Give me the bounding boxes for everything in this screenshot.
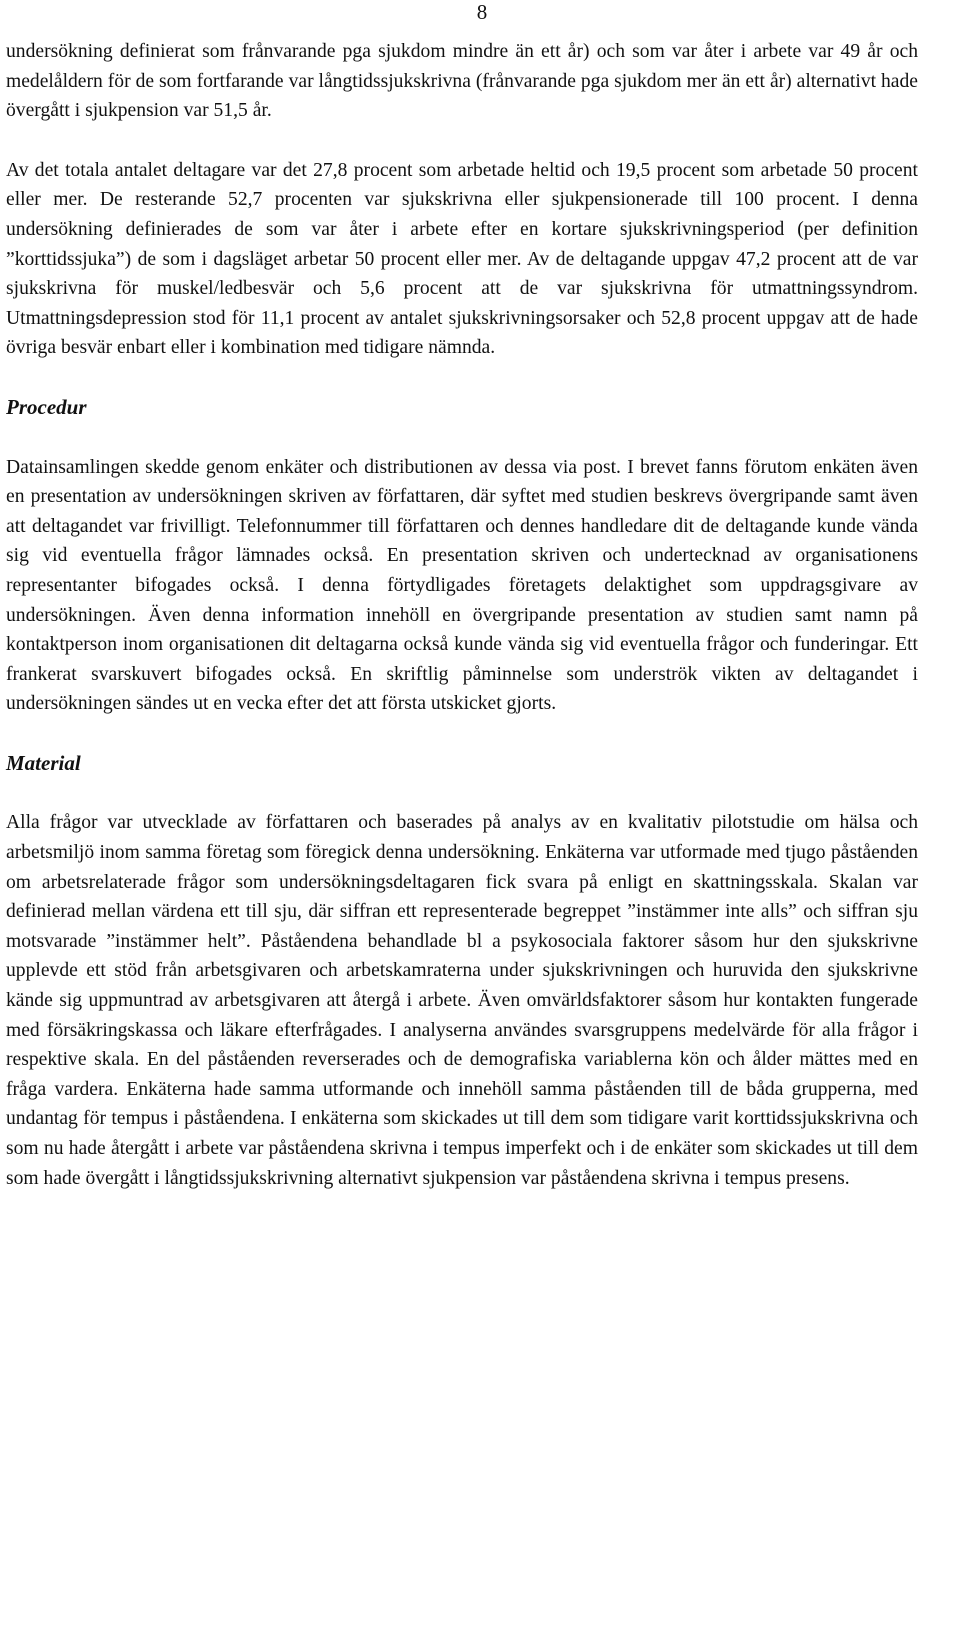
paragraph-material: Alla frågor var utvecklade av författaren och baserades på analys av en kvalitativ pilotstudie om hälsa och arbetsmiljö inom samma företag som föregick denna undersökning. Enkäterna var utformade med tjugo påståenden om arbetsrelaterade frågor som undersökningsdeltagaren fick svara på enligt en skattningsskala. Skalan var definierad mellan värdena ett till sju, där siffran ett representerade begreppet ”instämmer inte alls” och siffran sju motsvarade ”instämmer helt”. Påståendena behandlade bl a psykosociala faktorer såsom hur den sjukskrivne upplevde ett stöd från arbetsgivaren och arbetskamraterna under sjukskrivningen och huruvida den sjukskrivne kände sig uppmuntrad av arbetsgivaren att återgå i arbete. Även omvärldsfaktorer såsom hur kontakten fungerade med försäkringskassa och läkare efterfrågades. I analyserna användes svarsgruppens medelvärde för alla frågor i respektive skala. En del påståenden reverserades och de demografiska variablerna kön och ålder mättes med en fråga vardera. Enkäterna hade samma utformande och innehöll samma påståenden till de båda grupperna, med undantag för tempus i påståendena. I enkäterna som skickades ut till dem som tidigare varit korttidssjukskrivna och som nu hade återgått i arbete var påståendena skrivna i tempus imperfekt och i de enkäter som skickades ut till dem som hade övergått i långtidssjukskrivning alternativt sjukpension var påståendena skrivna i tempus presens. [6,812,918,1189]
paragraph-participants-employment: Av det totala antalet deltagare var det 27,8 procent som arbetade heltid och 19,5 procent som arbetade 50 procent eller mer. De resterande 52,7 procenten var sjukskrivna eller sjukpensionerade till 100 procent. I denna undersökning definierades de som var åter i arbete efter en kortare sjukskrivningsperiod (per definition ”korttidssjuka”) de som i dagsläget arbetar 50 procent eller mer. Av de deltagande uppgav 47,2 procent att de var sjukskrivna för muskel/ledbesvär och 5,6 procent att de var sjukskrivna för utmattningssyndrom. Utmattningsdepression stod för 11,1 procent av antalet sjukskrivningsorsaker och 52,8 procent uppgav att de hade övriga besvär enbart eller i kombination med tidigare nämnda. [6,159,918,359]
page-number: 8 [476,0,488,24]
section-heading-material: Material [6,750,81,775]
paragraph-procedure: Datainsamlingen skedde genom enkäter och distributionen av dessa via post. I brevet fanns förutom enkäten även en presentation av undersökningen skriven av författaren, där syftet med studien beskrevs övergripande samt även att deltagandet var frivilligt. Telefonnummer till författaren och dennes handledare dit de deltagande kunde vända sig vid eventuella frågor lämnades också. En presentation skriven och undertecknad av organisationens representanter bifogades också. I denna förtydligades företagets delaktighet som uppdragsgivare av undersökningen. Även denna information innehöll en övergripande presentation av studien samt namn på kontaktperson inom organisationen dit deltagarna också kunde vända sig vid eventuella frågor och funderingar. Ett frankerat svarskuvert bifogades också. En skriftlig påminnelse som underströk vikten av deltagandet i undersökningen sändes ut en vecka efter det att första utskicket gjorts. [6,456,918,715]
paragraph-demographics-age: undersökning definierat som frånvarande pga sjukdom mindre än ett år) och som var åter i arbete var 49 år och medelåldern för de som fortfarande var långtidssjukskrivna (frånvarande pga sjukdom mer än ett år) alternativt hade övergått i sjukpension var 51,5 år. [6,41,918,122]
section-heading-procedur: Procedur [6,394,87,419]
page-body [6,37,918,1193]
